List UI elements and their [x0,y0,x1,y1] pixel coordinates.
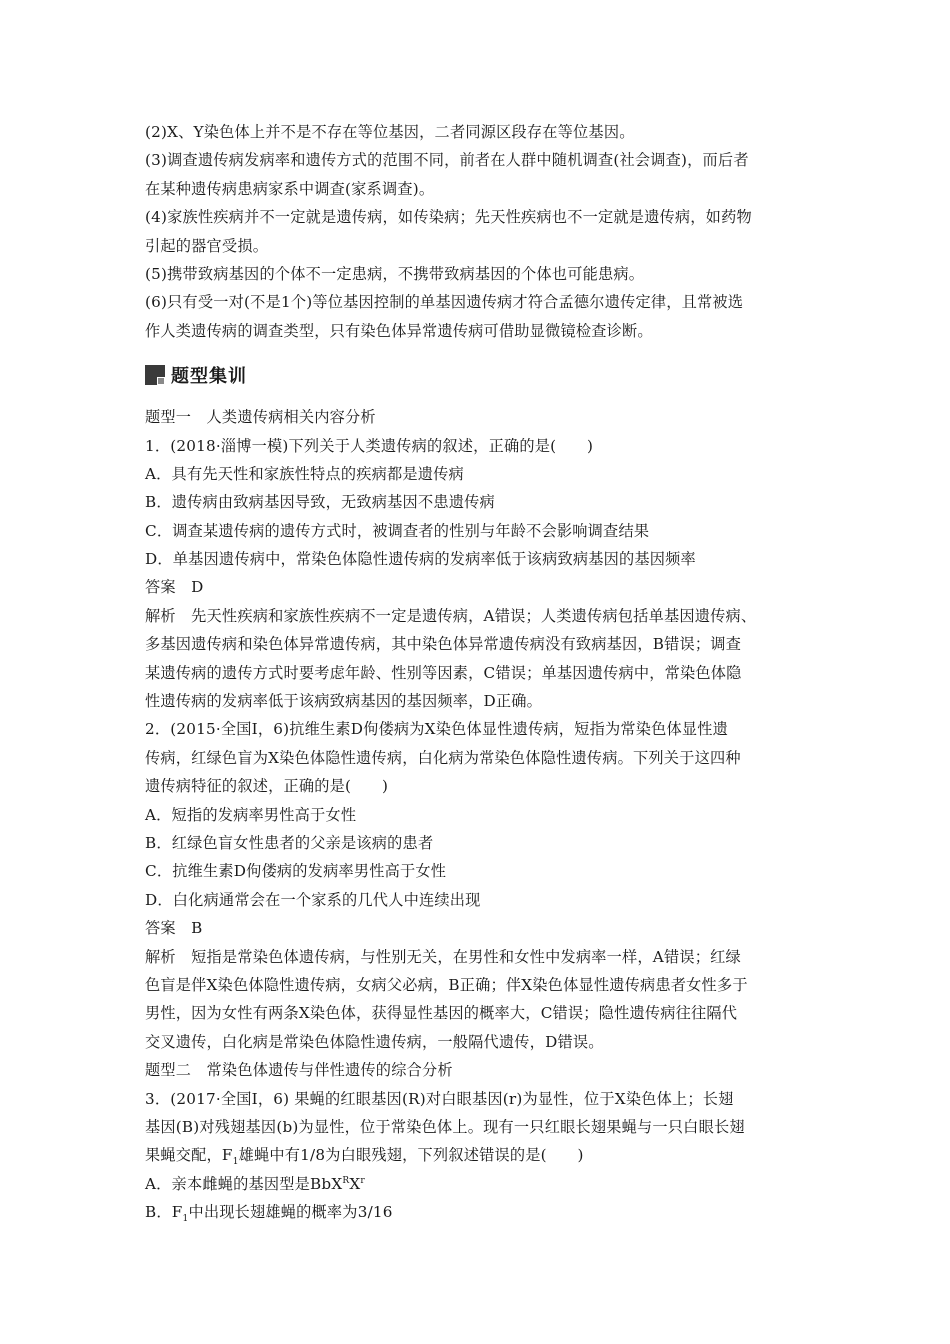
body-line: A．短指的发病率男性高于女性 [145,805,357,824]
note-line: (2)X、Y染色体上并不是不存在等位基因，二者同源区段存在等位基因。 [145,123,635,141]
body-line: 基因(B)对残翅基因(b)为显性，位于常染色体上。现有一只红眼长翅果蝇与一只白眼长翅 [145,1117,745,1136]
body-line: 交叉遗传，白化病是常染色体隐性遗传病，一般隔代遗传，D错误。 [145,1032,604,1051]
square-block-icon [145,365,165,385]
body-line: 男性，因为女性有两条X染色体，获得显性基因的概率大，C错误；隐性遗传病往往隔代 [145,1004,738,1023]
body-line: 1．(2018·淄博一模)下列关于人类遗传病的叙述，正确的是( ) [145,436,594,455]
body-line: C．调查某遗传病的遗传方式时，被调查者的性别与年龄不会影响调查结果 [145,521,650,540]
body-line: 答案 B [145,919,203,938]
body-line: C．抗维生素D佝偻病的发病率男性高于女性 [145,862,447,881]
section-heading [145,353,825,397]
option-a: A．亲本雌蝇的基因型是$BbX^RX^r$ [145,1174,365,1193]
option-b: B．$F_1$中出现长翅雄蝇的概率为3/16 [145,1203,393,1225]
body-line: 题型一 人类遗传病相关内容分析 [145,408,376,427]
body-line: D．单基因遗传病中，常染色体隐性遗传病的发病率低于该病致病基因的基因频率 [145,550,696,569]
note-line: 引起的器官受损。 [145,236,269,255]
body-line: 3．(2017·全国Ⅰ，6) 果蝇的红眼基因(R)对白眼基因(r)为显性，位于X染色体上；长翅 [145,1089,734,1108]
exercise-block [145,403,825,1226]
note-line: (3)调查遗传病发病率和遗传方式的范围不同，前者在人群中随机调查(社会调查)，而后者 [145,151,749,170]
body-line: D．白化病通常会在一个家系的几代人中连续出现 [145,890,481,909]
notes-block [145,118,825,345]
body-line: B．红绿色盲女性患者的父亲是该病的患者 [145,833,434,852]
body-line: B．遗传病由致病基因导致，无致病基因不患遗传病 [145,493,495,512]
body-line: 传病，红绿色盲为X染色体隐性遗传病，白化病为常染色体隐性遗传病。下列关于这四种 [145,748,741,767]
body-line: 答案 D [145,578,204,597]
body-line: 遗传病特征的叙述，正确的是( ) [145,777,389,796]
body-line: 题型二 常染色体遗传与伴性遗传的综合分析 [145,1061,453,1080]
note-line: 作人类遗传病的调查类型，只有染色体异常遗传病可借助显微镜检查诊断。 [145,321,653,340]
body-line: 色盲是伴X染色体隐性遗传病，女病父必病，B正确；伴X染色体显性遗传病患者女性多于 [145,975,748,994]
note-line: (4)家族性疾病并不一定就是遗传病，如传染病；先天性疾病也不一定就是遗传病，如药物 [145,208,752,227]
note-line: (5)携带致病基因的个体不一定患病，不携带致病基因的个体也可能患病。 [145,264,645,283]
note-line: 在某种遗传病患病家系中调查(家系调查)。 [145,179,435,198]
note-line: (6)只有受一对(不是1个)等位基因控制的单基因遗传病才符合孟德尔遗传定律，且常被选 [145,293,744,312]
document-page [145,118,825,1226]
body-line: 多基因遗传病和染色体异常遗传病，其中染色体异常遗传病没有致病基因，B错误；调查 [145,635,742,654]
question-3-line: 果蝇交配，$F_1$雄蝇中有1/8为白眼残翅，下列叙述错误的是( ) [145,1146,584,1168]
section-heading-text: 题型集训 [171,366,247,388]
body-line: 性遗传病的发病率低于该病致病基因的基因频率，D正确。 [145,692,543,711]
body-line: 解析 先天性疾病和家族性疾病不一定是遗传病，A错误；人类遗传病包括单基因遗传病、 [145,606,757,625]
body-line: 2．(2015·全国Ⅰ，6)抗维生素D佝偻病为X染色体显性遗传病，短指为常染色体显性遗 [145,720,729,739]
body-line: 某遗传病的遗传方式时要考虑年龄、性别等因素，C错误；单基因遗传病中，常染色体隐 [145,663,742,682]
body-line: A．具有先天性和家族性特点的疾病都是遗传病 [145,464,464,483]
body-line: 解析 短指是常染色体遗传病，与性别无关，在男性和女性中发病率一样，A错误；红绿 [145,947,741,966]
